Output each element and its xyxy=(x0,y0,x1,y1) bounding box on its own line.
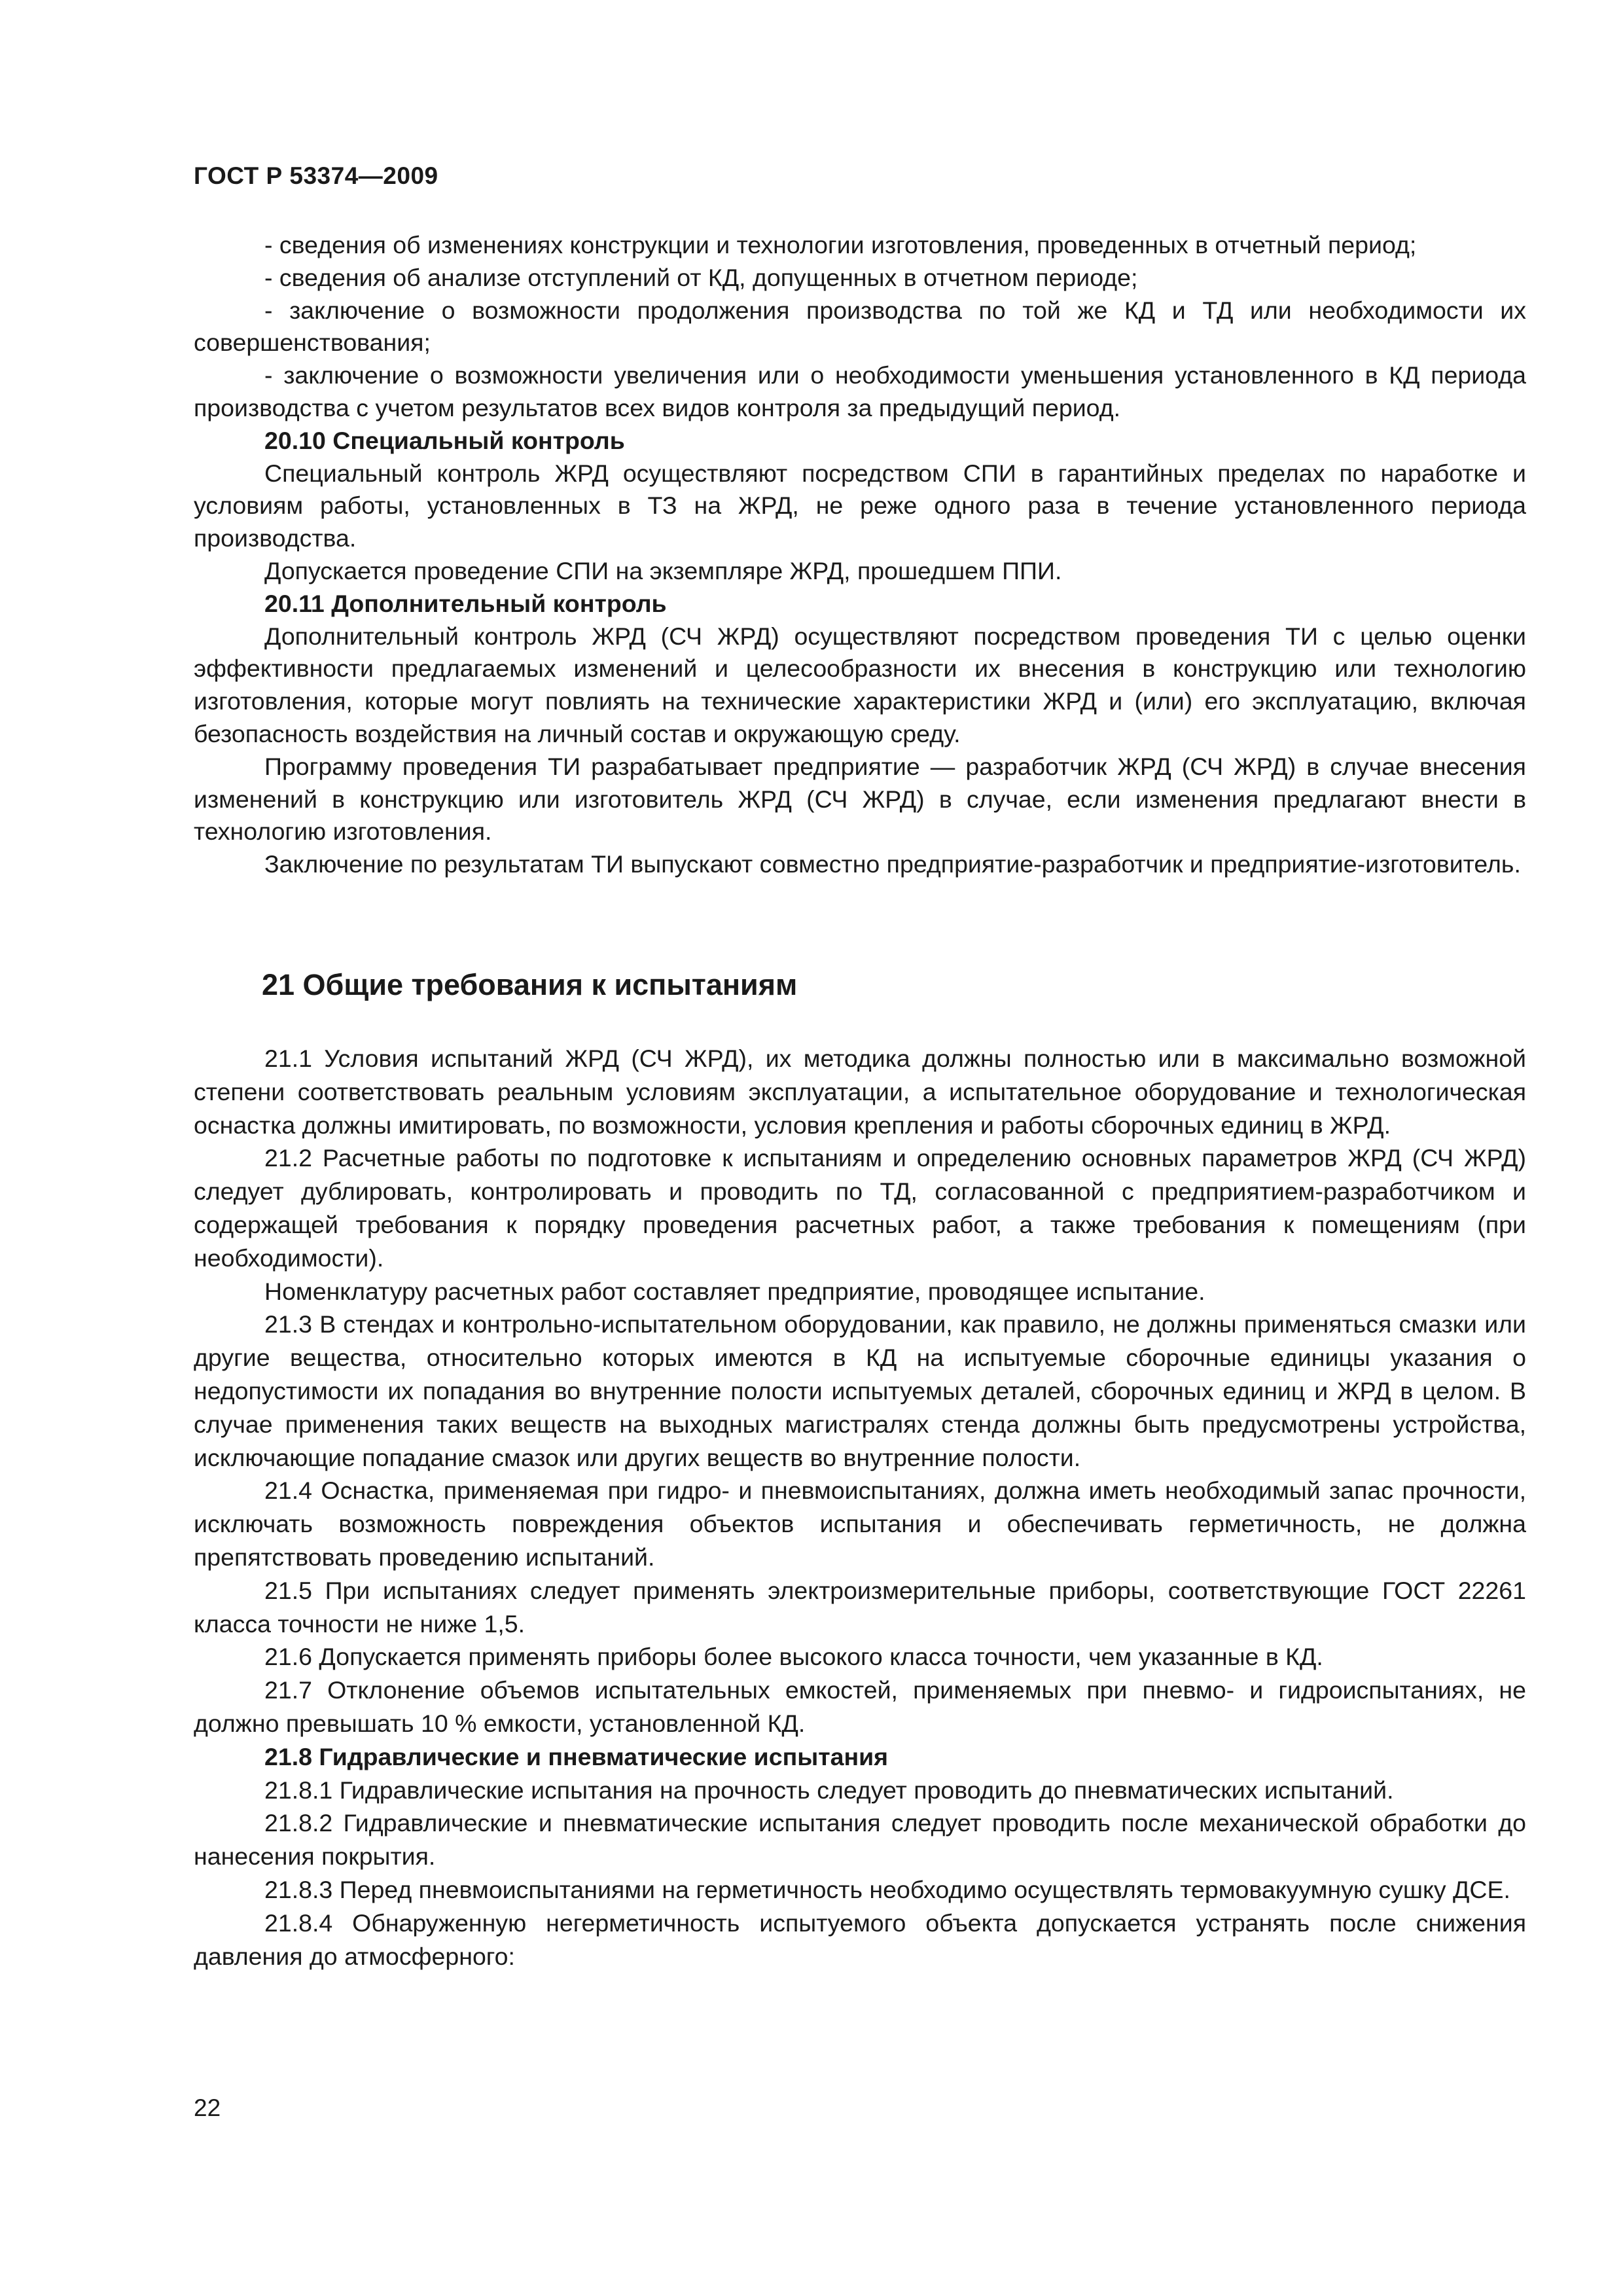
clause-21-8-3: 21.8.3 Перед пневмоиспытаниями на герметичность необходимо осуществлять термовакуумную сушку ДСЕ. xyxy=(264,1875,1510,1903)
section-20-text xyxy=(194,229,1526,881)
paragraph: Номенклатуру расчетных работ составляет предприятие, проводящее испытание. xyxy=(264,1277,1205,1305)
clause-21-8-1: 21.8.1 Гидравлические испытания на прочность следует проводить до пневматических испытаний. xyxy=(264,1776,1394,1804)
subsection-heading-21-8: 21.8 Гидравлические и пневматические испытания xyxy=(264,1742,889,1770)
list-item-changes: - сведения об изменениях конструкции и технологии изготовления, проведенных в отчетный период; xyxy=(264,231,1417,259)
clause-21-4: 21.4 Оснастка, применяемая при гидро- и пневмоиспытаниях, должна иметь необходимый запас прочности, исключать возможность повреждения объектов испытания и обеспечивать герметичность, не должна препятствовать проведению испытаний. xyxy=(194,1477,1526,1571)
list-item-period: - заключение о возможности увеличения или о необходимости уменьшения установленного в КД периода производства с учетом результатов всех видов контроля за предыдущий период. xyxy=(194,361,1526,422)
subsection-heading-20-11: 20.11 Дополнительный контроль xyxy=(264,589,667,617)
paragraph: Дополнительный контроль ЖРД (СЧ ЖРД) осуществляют посредством проведения ТИ с целью оценки эффективности предлагаемых изменений и целесообразности их внесения в конструкцию или технологию изготовления, которые могут повлиять на технические характеристики ЖРД и (или) его эксплуатацию, включая безопасность воздействия на личный состав и окружающую среду. xyxy=(194,622,1526,747)
subsection-heading-20-10: 20.10 Специальный контроль xyxy=(264,426,625,454)
list-item-deviations: - сведения об анализе отступлений от КД, допущенных в отчетном периоде; xyxy=(264,263,1138,291)
paragraph: Допускается проведение СПИ на экземпляре ЖРД, прошедшем ППИ. xyxy=(264,556,1062,584)
clause-21-3: 21.3 В стендах и контрольно-испытательном оборудовании, как правило, не должны применяться смазки или другие вещества, относительно которых имеются в КД на испытуемые сборочные единицы указания о недопустимости их попадания во внутренние полости испытуемых деталей, сборочных единиц и ЖРД в целом. В случае применения таких веществ на выходных магистралях стенда должны быть предусмотрены устройства, исключающие попадание смазок или других веществ во внутренние полости. xyxy=(194,1310,1526,1471)
clause-21-1: 21.1 Условия испытаний ЖРД (СЧ ЖРД), их методика должны полностью или в максимально возможной степени соответствовать реальным условиям эксплуатации, а испытательное оборудование и технологическая оснастка должны имитировать, по возможности, условия крепления и работы сборочных единиц в ЖРД. xyxy=(194,1045,1526,1139)
paragraph: Заключение по результатам ТИ выпускают совместно предприятие-разработчик и предприятие-изготовитель. xyxy=(264,850,1521,878)
clause-21-6: 21.6 Допускается применять приборы более высокого класса точности, чем указанные в КД. xyxy=(264,1643,1323,1671)
section-heading-21: 21 Общие требования к испытаниям xyxy=(262,968,798,1001)
list-item-continuation: - заключение о возможности продолжения производства по той же КД и ТД или необходимости их совершенствования; xyxy=(194,296,1526,357)
clause-21-5: 21.5 При испытаниях следует применять электроизмерительные приборы, соответствующие ГОСТ 22261 класса точности не ниже 1,5. xyxy=(194,1576,1526,1638)
clause-21-2: 21.2 Расчетные работы по подготовке к испытаниям и определению основных параметров ЖРД (СЧ ЖРД) следует дублировать, контролировать и проводить по ТД, согласованной с предприятием-разработчиком и содержащей требования к порядку проведения расчетных работ, а также требования к помещениям (при необходимости). xyxy=(194,1144,1526,1272)
page-number: 22 xyxy=(194,2094,221,2121)
clause-21-7: 21.7 Отклонение объемов испытательных емкостей, применяемых при пневмо- и гидроиспытаниях, не должно превышать 10 % емкости, установленной КД. xyxy=(194,1676,1526,1737)
clause-21-8-2: 21.8.2 Гидравлические и пневматические испытания следует проводить после механической обработки до нанесения покрытия. xyxy=(194,1809,1526,1871)
paragraph: Программу проведения ТИ разрабатывает предприятие — разработчик ЖРД (СЧ ЖРД) в случае внесения изменений в конструкцию или изготовитель ЖРД (СЧ ЖРД) в случае, если изменения предлагают внести в технологию изготовления. xyxy=(194,752,1526,846)
section-21-text xyxy=(194,1042,1526,1973)
clause-21-8-4: 21.8.4 Обнаруженную негерметичность испытуемого объекта допускается устранять после снижения давления до атмосферного: xyxy=(194,1909,1526,1970)
paragraph: Специальный контроль ЖРД осуществляют посредством СПИ в гарантийных пределах по наработке и условиям работы, установленных в ТЗ на ЖРД, не реже одного раза в течение установленного периода производства. xyxy=(194,459,1526,552)
document-header: ГОСТ Р 53374—2009 xyxy=(194,162,438,189)
